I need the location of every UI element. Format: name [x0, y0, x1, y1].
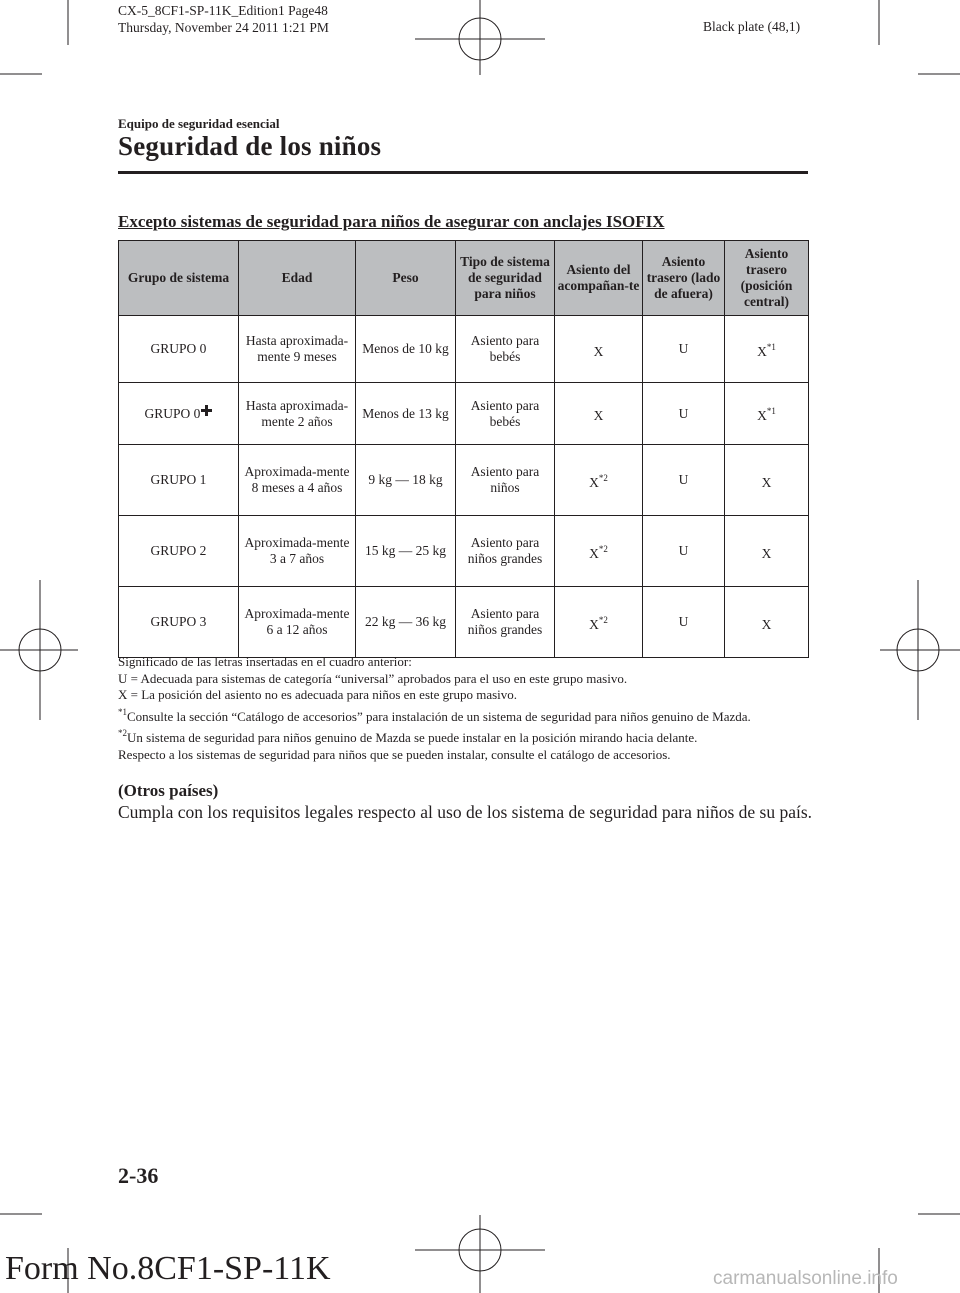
table-notes: [118, 654, 808, 763]
cell-weight: 9 kg ― 18 kg: [356, 445, 456, 516]
cell-rear-center: X: [725, 445, 809, 516]
cell-rear-out: U: [643, 516, 725, 587]
child-seat-table: [118, 240, 809, 658]
header-type: Tipo de sistema de seguridad para niños: [456, 241, 555, 316]
cell-group: GRUPO 2: [119, 516, 239, 587]
cell-weight: 22 kg ― 36 kg: [356, 587, 456, 658]
cell-weight: 15 kg ― 25 kg: [356, 516, 456, 587]
table-row: [119, 587, 809, 658]
cell-age: Aproximada-mente 6 a 12 años: [239, 587, 356, 658]
cell-age: Aproximada-mente 3 a 7 años: [239, 516, 356, 587]
plate-label: Black plate (48,1): [703, 19, 801, 34]
plus-icon: [201, 405, 212, 416]
footnote-2: $^{*2}$Un sistema de seguridad para niños genuino de Mazda se puede instalar en la posición mirando hacia delante.: [118, 728, 698, 745]
page-title: Seguridad de los niños: [118, 131, 382, 161]
table-row: [119, 516, 809, 587]
cell-rear-out: U: [643, 383, 725, 445]
print-header-line1: CX-5_8CF1-SP-11K_Edition1 Page48: [118, 3, 328, 18]
cell-age: Aproximada-mente 8 meses a 4 años: [239, 445, 356, 516]
cell-type: Asiento para niños: [456, 445, 555, 516]
table-row: [119, 316, 809, 383]
cell-group: GRUPO 0: [119, 316, 239, 383]
form-number: Form No.8CF1-SP-11K: [5, 1250, 331, 1287]
header-rear-outboard: Asiento trasero (lado de afuera): [643, 241, 725, 316]
cell-type: Asiento para niños grandes: [456, 587, 555, 658]
cell-front: $X^{*2}$: [555, 516, 643, 587]
notes-intro: Significado de las letras insertadas en el cuadro anterior:: [118, 654, 412, 669]
cell-front: $X^{*2}$: [555, 445, 643, 516]
cell-age: Hasta aproximada-mente 2 años: [239, 383, 356, 445]
cell-type: Asiento para bebés: [456, 316, 555, 383]
cell-rear-center: X: [725, 587, 809, 658]
table-heading: Excepto sistemas de seguridad para niños de asegurar con anclajes ISOFIX: [118, 212, 665, 231]
header-weight: Peso: [356, 241, 456, 316]
page-number: 2-36: [118, 1163, 159, 1188]
header-rear-center: Asiento trasero (posición central): [725, 241, 809, 316]
table-row: [119, 383, 809, 445]
table-row: [119, 445, 809, 516]
note-x: X = La posición del asiento no es adecuada para niños en este grupo masivo.: [118, 687, 518, 702]
cell-type: Asiento para niños grandes: [456, 516, 555, 587]
cell-rear-out: U: [643, 445, 725, 516]
otros-body: Cumpla con los requisitos legales respecto al uso de los sistema de seguridad para niños de su país.: [118, 802, 813, 822]
print-header-line2: Thursday, November 24 2011 1:21 PM: [118, 20, 329, 35]
footnote-3: Respecto a los sistemas de seguridad para niños que se pueden instalar, consulte el catálogo de accesorios.: [118, 746, 671, 762]
cell-group: GRUPO 3: [119, 587, 239, 658]
header-group: Grupo de sistema: [119, 241, 239, 316]
print-header-info: [118, 2, 329, 36]
cell-front: $X^{*2}$: [555, 587, 643, 658]
cell-rear-center: X: [725, 516, 809, 587]
cell-front: X: [555, 316, 643, 383]
cell-type: Asiento para bebés: [456, 383, 555, 445]
table-header-row: [119, 241, 809, 316]
cell-front: X: [555, 383, 643, 445]
cell-group: GRUPO 1: [119, 445, 239, 516]
cell-rear-center: $X^{*1}$: [725, 383, 809, 445]
cell-age: Hasta aproximada-mente 9 meses: [239, 316, 356, 383]
header-age: Edad: [239, 241, 356, 316]
cell-rear-out: U: [643, 587, 725, 658]
section-category: Equipo de seguridad esencial: [118, 116, 280, 131]
cell-weight: Menos de 10 kg: [356, 316, 456, 383]
cell-rear-center: $X^{*1}$: [725, 316, 809, 383]
cell-group: GRUPO 0: [119, 383, 239, 445]
header-front-seat: Asiento del acompañan-te: [555, 241, 643, 316]
cell-rear-out: U: [643, 316, 725, 383]
otros-heading: (Otros países): [118, 781, 219, 800]
watermark: carmanualsonline.info: [713, 1268, 898, 1289]
cell-weight: Menos de 13 kg: [356, 383, 456, 445]
footnote-1: $^{*1}$Consulte la sección “Catálogo de accesorios” para instalación de un sistema de seguridad para niños genuino de Mazda.: [118, 706, 751, 724]
note-u: U = Adecuada para sistemas de categoría “universal” aprobados para el uso en este grupo masivo.: [118, 670, 628, 686]
title-rule: [118, 171, 808, 174]
